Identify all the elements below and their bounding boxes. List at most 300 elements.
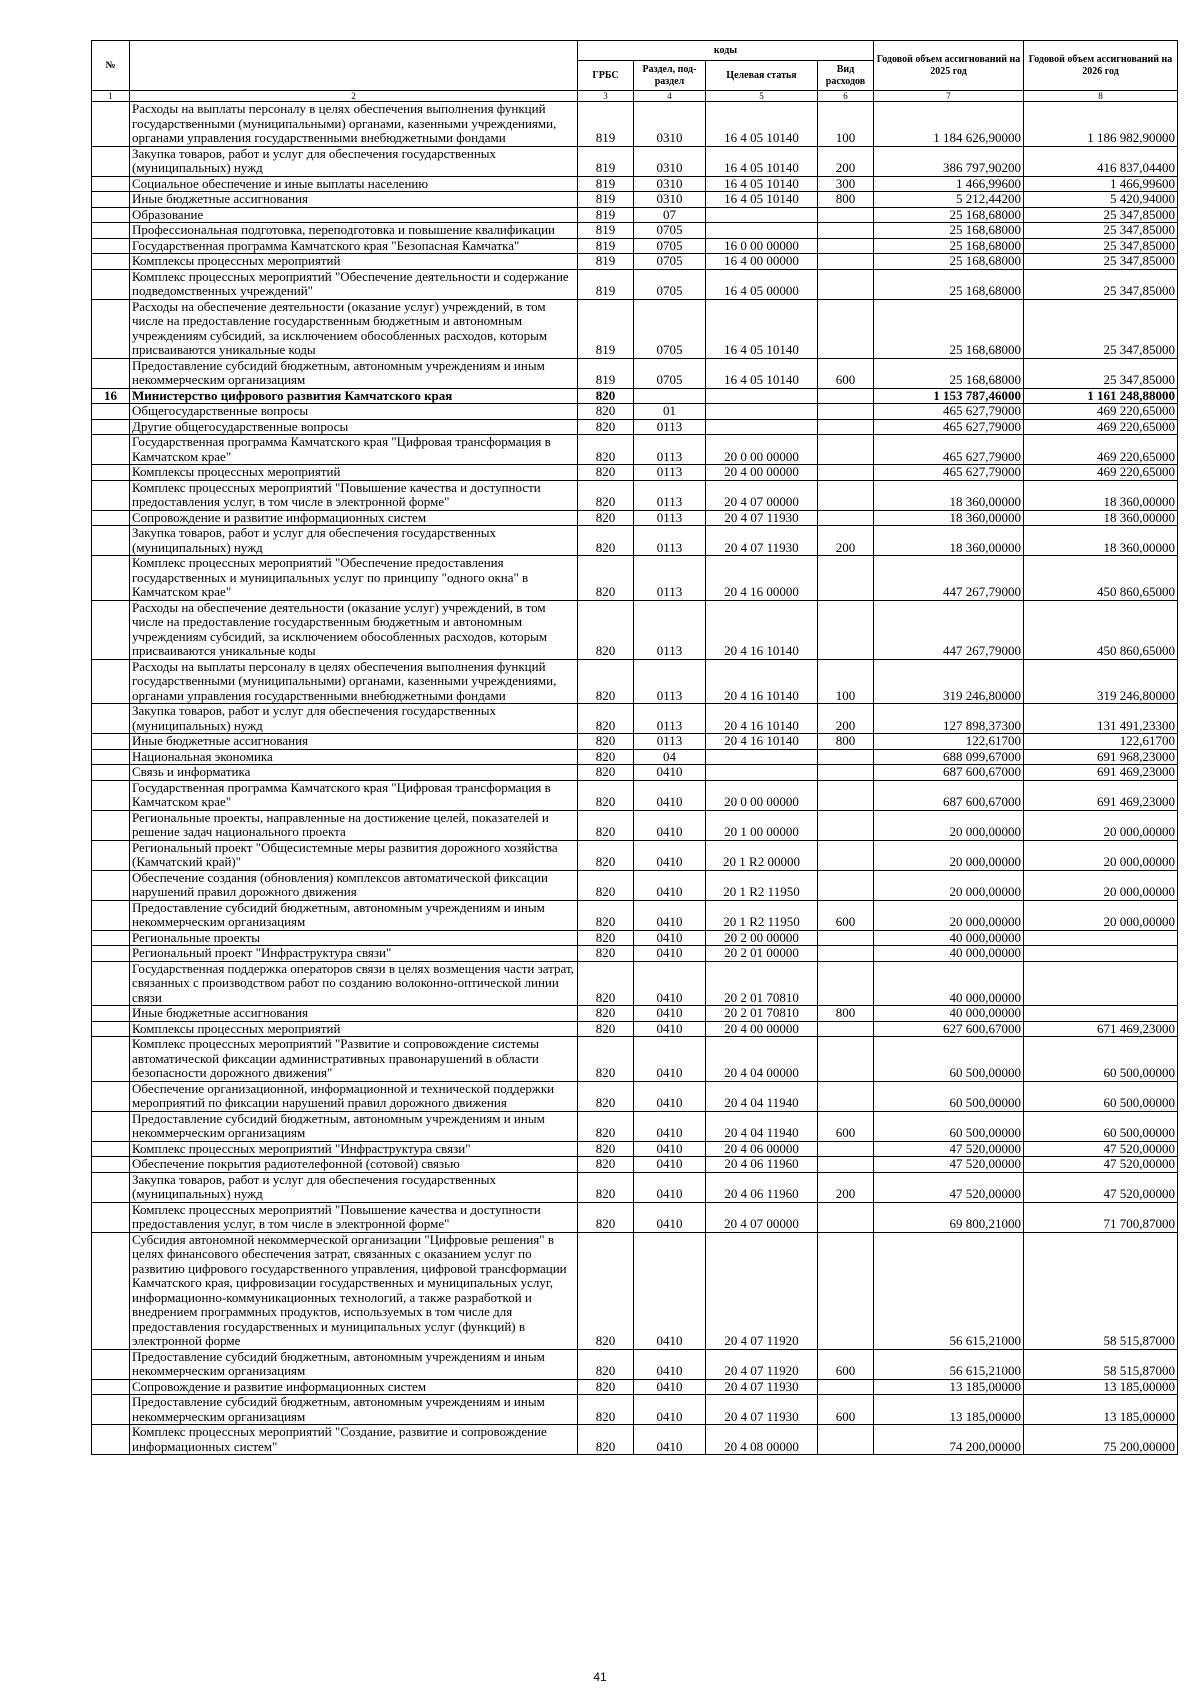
table-row <box>92 704 1178 734</box>
row-amount-2025: 56 615,21000 <box>874 1232 1024 1349</box>
row-grbs: 820 <box>578 1395 634 1425</box>
row-amount-2025: 25 168,68000 <box>874 223 1024 239</box>
row-number <box>92 1172 130 1202</box>
row-grbs: 820 <box>578 1037 634 1082</box>
row-amount-2026 <box>1024 946 1178 962</box>
row-number <box>92 1141 130 1157</box>
row-number <box>92 946 130 962</box>
row-expense-type <box>818 946 874 962</box>
row-name: Предоставление субсидий бюджетным, автономным учреждениям и иным некоммерческим организациям <box>130 1349 578 1379</box>
row-amount-2025: 5 212,44200 <box>874 192 1024 208</box>
row-number <box>92 146 130 176</box>
table-row <box>92 1037 1178 1082</box>
row-expense-type <box>818 1081 874 1111</box>
row-expense-type <box>818 207 874 223</box>
colnum: 3 <box>578 91 634 102</box>
table-row <box>92 961 1178 1006</box>
table-row <box>92 102 1178 147</box>
row-amount-2025: 18 360,00000 <box>874 526 1024 556</box>
row-expense-type <box>818 749 874 765</box>
table-row <box>92 388 1178 404</box>
row-number <box>92 269 130 299</box>
row-section: 07 <box>634 207 706 223</box>
row-expense-type <box>818 930 874 946</box>
row-section: 0410 <box>634 780 706 810</box>
row-target-article: 20 4 00 00000 <box>706 465 818 481</box>
row-amount-2026: 469 220,65000 <box>1024 435 1178 465</box>
row-name: Региональный проект "Инфраструктура связи" <box>130 946 578 962</box>
row-target-article: 20 1 00 00000 <box>706 810 818 840</box>
row-expense-type <box>818 1157 874 1173</box>
row-name: Закупка товаров, работ и услуг для обеспечения государственных (муниципальных) нужд <box>130 704 578 734</box>
header-vol2026: Годовой объем ассигнований на 2026 год <box>1024 41 1178 91</box>
row-amount-2026: 671 469,23000 <box>1024 1021 1178 1037</box>
row-target-article: 20 4 16 10140 <box>706 704 818 734</box>
row-number <box>92 207 130 223</box>
table-row <box>92 146 1178 176</box>
row-name: Предоставление субсидий бюджетным, автономным учреждениям и иным некоммерческим организациям <box>130 900 578 930</box>
row-section: 0113 <box>634 556 706 601</box>
row-number <box>92 1006 130 1022</box>
row-number <box>92 1425 130 1455</box>
row-name: Предоставление субсидий бюджетным, автономным учреждениям и иным некоммерческим организациям <box>130 1111 578 1141</box>
row-section: 0113 <box>634 659 706 704</box>
row-amount-2026 <box>1024 930 1178 946</box>
row-amount-2025: 25 168,68000 <box>874 269 1024 299</box>
row-name: Субсидия автономной некоммерческой организации "Цифровые решения" в целях финансового обеспечения затрат, связанных с оказанием услуг по развитию цифрового государственного управления, цифровой трансформации Камчатского края, цифровизации государственных и муниципальных услуг, информационно-коммуникационных технологий, а также разработкой и внедрением программных продуктов, используемых в том числе для предоставления государственных и муниципальных услуг (функций) в электронной форме <box>130 1232 578 1349</box>
row-number <box>92 840 130 870</box>
row-expense-type: 600 <box>818 900 874 930</box>
row-number <box>92 961 130 1006</box>
row-number <box>92 299 130 358</box>
row-expense-type <box>818 404 874 420</box>
row-amount-2026: 58 515,87000 <box>1024 1349 1178 1379</box>
row-amount-2025: 20 000,00000 <box>874 870 1024 900</box>
row-target-article: 16 4 05 10140 <box>706 299 818 358</box>
row-number: 16 <box>92 388 130 404</box>
row-target-article: 20 4 07 11920 <box>706 1232 818 1349</box>
table-row <box>92 1172 1178 1202</box>
row-section: 01 <box>634 404 706 420</box>
row-grbs: 819 <box>578 192 634 208</box>
row-number <box>92 419 130 435</box>
row-section: 0705 <box>634 223 706 239</box>
row-expense-type <box>818 510 874 526</box>
row-expense-type <box>818 870 874 900</box>
row-expense-type <box>818 556 874 601</box>
row-amount-2026: 691 469,23000 <box>1024 780 1178 810</box>
row-name: Комплекс процессных мероприятий "Создание, развитие и сопровождение информационных систем" <box>130 1425 578 1455</box>
row-expense-type <box>818 1379 874 1395</box>
row-name: Закупка товаров, работ и услуг для обеспечения государственных (муниципальных) нужд <box>130 1172 578 1202</box>
row-name: Комплекс процессных мероприятий "Обеспечение предоставления государственных и муниципальных услуг по принципу "одного окна" в Камчатском крае" <box>130 556 578 601</box>
row-name: Расходы на обеспечение деятельности (оказание услуг) учреждений, в том числе на предоставление государственным бюджетным и автономным учреждениям субсидий, за исключением обособленных расходов, которым присваиваются уникальные коды <box>130 600 578 659</box>
row-target-article: 20 4 07 11930 <box>706 526 818 556</box>
row-expense-type <box>818 388 874 404</box>
row-grbs: 819 <box>578 176 634 192</box>
row-amount-2026: 20 000,00000 <box>1024 900 1178 930</box>
row-target-article <box>706 404 818 420</box>
row-amount-2026: 18 360,00000 <box>1024 526 1178 556</box>
row-amount-2026: 13 185,00000 <box>1024 1395 1178 1425</box>
row-section: 0410 <box>634 900 706 930</box>
row-name: Комплекс процессных мероприятий "Повышение качества и доступности предоставления услуг, в том числе в электронной форме" <box>130 480 578 510</box>
row-amount-2026: 1 161 248,88000 <box>1024 388 1178 404</box>
row-grbs: 820 <box>578 1021 634 1037</box>
row-name: Расходы на выплаты персоналу в целях обеспечения выполнения функций государственными (муниципальными) органами, казенными учреждениями, органами управления государственными внебюджетными фондами <box>130 102 578 147</box>
row-target-article: 20 4 16 10140 <box>706 659 818 704</box>
row-target-article: 20 4 08 00000 <box>706 1425 818 1455</box>
row-target-article: 20 4 07 11930 <box>706 1395 818 1425</box>
row-amount-2025: 25 168,68000 <box>874 254 1024 270</box>
row-grbs: 820 <box>578 961 634 1006</box>
row-number <box>92 176 130 192</box>
table-row <box>92 207 1178 223</box>
table-row <box>92 556 1178 601</box>
row-grbs: 820 <box>578 1141 634 1157</box>
row-amount-2025: 447 267,79000 <box>874 556 1024 601</box>
row-section: 0705 <box>634 238 706 254</box>
row-number <box>92 1037 130 1082</box>
row-amount-2025: 47 520,00000 <box>874 1157 1024 1173</box>
row-target-article: 20 4 06 11960 <box>706 1157 818 1173</box>
row-target-article: 20 2 01 70810 <box>706 1006 818 1022</box>
header-no: № <box>92 41 130 91</box>
row-amount-2025: 18 360,00000 <box>874 510 1024 526</box>
row-name: Государственная программа Камчатского края "Безопасная Камчатка" <box>130 238 578 254</box>
table-row <box>92 269 1178 299</box>
row-amount-2026: 1 466,99600 <box>1024 176 1178 192</box>
row-grbs: 820 <box>578 465 634 481</box>
row-target-article: 16 4 05 00000 <box>706 269 818 299</box>
row-amount-2025: 60 500,00000 <box>874 1111 1024 1141</box>
row-amount-2025: 47 520,00000 <box>874 1141 1024 1157</box>
row-section: 0410 <box>634 1232 706 1349</box>
row-grbs: 820 <box>578 1349 634 1379</box>
row-section: 0705 <box>634 299 706 358</box>
row-target-article: 20 0 00 00000 <box>706 780 818 810</box>
row-expense-type <box>818 765 874 781</box>
table-row <box>92 930 1178 946</box>
row-grbs: 819 <box>578 269 634 299</box>
row-expense-type: 200 <box>818 526 874 556</box>
row-expense-type <box>818 1021 874 1037</box>
row-amount-2025: 40 000,00000 <box>874 930 1024 946</box>
row-expense-type <box>818 961 874 1006</box>
table-row <box>92 810 1178 840</box>
colnum: 1 <box>92 91 130 102</box>
header-exp-type: Вид расходов <box>818 61 874 91</box>
row-grbs: 819 <box>578 223 634 239</box>
row-grbs: 820 <box>578 435 634 465</box>
row-amount-2026: 691 968,23000 <box>1024 749 1178 765</box>
row-section: 0410 <box>634 765 706 781</box>
row-expense-type <box>818 480 874 510</box>
row-name: Образование <box>130 207 578 223</box>
row-expense-type: 100 <box>818 659 874 704</box>
table-row <box>92 1141 1178 1157</box>
table-row <box>92 840 1178 870</box>
row-amount-2026: 131 491,23300 <box>1024 704 1178 734</box>
row-section: 0410 <box>634 1395 706 1425</box>
row-amount-2026: 450 860,65000 <box>1024 600 1178 659</box>
row-number <box>92 1379 130 1395</box>
row-amount-2025: 69 800,21000 <box>874 1202 1024 1232</box>
row-expense-type: 200 <box>818 146 874 176</box>
row-expense-type <box>818 1141 874 1157</box>
row-expense-type <box>818 223 874 239</box>
row-grbs: 820 <box>578 1157 634 1173</box>
row-amount-2026: 25 347,85000 <box>1024 207 1178 223</box>
row-amount-2025: 74 200,00000 <box>874 1425 1024 1455</box>
row-target-article: 20 4 04 00000 <box>706 1037 818 1082</box>
row-amount-2026: 25 347,85000 <box>1024 238 1178 254</box>
row-target-article: 16 4 05 10140 <box>706 176 818 192</box>
row-section: 0410 <box>634 1081 706 1111</box>
row-grbs: 820 <box>578 1202 634 1232</box>
row-section: 0410 <box>634 1172 706 1202</box>
row-name: Комплексы процессных мероприятий <box>130 465 578 481</box>
table-row <box>92 870 1178 900</box>
row-grbs: 819 <box>578 254 634 270</box>
row-number <box>92 526 130 556</box>
row-target-article: 20 4 06 11960 <box>706 1172 818 1202</box>
row-grbs: 819 <box>578 146 634 176</box>
row-number <box>92 1081 130 1111</box>
row-amount-2025: 465 627,79000 <box>874 404 1024 420</box>
row-number <box>92 870 130 900</box>
row-amount-2025: 20 000,00000 <box>874 840 1024 870</box>
row-name: Профессиональная подготовка, переподготовка и повышение квалификации <box>130 223 578 239</box>
row-grbs: 820 <box>578 1172 634 1202</box>
row-name: Государственная поддержка операторов связи в целях возмещения части затрат, связанных с производством работ по созданию волоконно-оптической линии связи <box>130 961 578 1006</box>
row-section: 0410 <box>634 1157 706 1173</box>
table-row <box>92 404 1178 420</box>
table-row <box>92 192 1178 208</box>
row-number <box>92 1157 130 1173</box>
row-grbs: 819 <box>578 102 634 147</box>
row-amount-2025: 1 466,99600 <box>874 176 1024 192</box>
row-name: Сопровождение и развитие информационных систем <box>130 1379 578 1395</box>
row-target-article: 20 1 R2 00000 <box>706 840 818 870</box>
row-name: Комплекс процессных мероприятий "Обеспечение деятельности и содержание подведомственных учреждений" <box>130 269 578 299</box>
colnum: 8 <box>1024 91 1178 102</box>
row-name: Комплексы процессных мероприятий <box>130 1021 578 1037</box>
row-number <box>92 1111 130 1141</box>
row-section: 0410 <box>634 946 706 962</box>
row-section: 0410 <box>634 1349 706 1379</box>
row-name: Предоставление субсидий бюджетным, автономным учреждениям и иным некоммерческим организациям <box>130 1395 578 1425</box>
row-grbs: 820 <box>578 510 634 526</box>
row-number <box>92 254 130 270</box>
row-amount-2026: 25 347,85000 <box>1024 269 1178 299</box>
row-amount-2026: 47 520,00000 <box>1024 1157 1178 1173</box>
row-expense-type: 600 <box>818 1349 874 1379</box>
row-number <box>92 404 130 420</box>
row-amount-2026: 71 700,87000 <box>1024 1202 1178 1232</box>
row-amount-2026 <box>1024 961 1178 1006</box>
row-amount-2025: 627 600,67000 <box>874 1021 1024 1037</box>
row-amount-2025: 13 185,00000 <box>874 1379 1024 1395</box>
row-amount-2026: 450 860,65000 <box>1024 556 1178 601</box>
row-amount-2026: 469 220,65000 <box>1024 465 1178 481</box>
column-numbers-row <box>92 91 1178 102</box>
row-name: Иные бюджетные ассигнования <box>130 192 578 208</box>
row-amount-2025: 1 184 626,90000 <box>874 102 1024 147</box>
row-name: Закупка товаров, работ и услуг для обеспечения государственных (муниципальных) нужд <box>130 146 578 176</box>
row-expense-type <box>818 1037 874 1082</box>
row-expense-type: 200 <box>818 1172 874 1202</box>
row-amount-2026: 469 220,65000 <box>1024 404 1178 420</box>
colnum: 7 <box>874 91 1024 102</box>
row-amount-2025: 25 168,68000 <box>874 238 1024 254</box>
row-section: 0113 <box>634 704 706 734</box>
row-number <box>92 358 130 388</box>
row-name: Расходы на выплаты персоналу в целях обеспечения выполнения функций государственными (муниципальными) органами, казенными учреждениями, органами управления государственными внебюджетными фондами <box>130 659 578 704</box>
row-amount-2026: 20 000,00000 <box>1024 870 1178 900</box>
row-target-article <box>706 749 818 765</box>
table-row <box>92 1349 1178 1379</box>
header-target: Целевая статья <box>706 61 818 91</box>
row-amount-2026: 25 347,85000 <box>1024 223 1178 239</box>
row-amount-2026: 60 500,00000 <box>1024 1111 1178 1141</box>
row-expense-type: 800 <box>818 192 874 208</box>
row-name: Национальная экономика <box>130 749 578 765</box>
table-body <box>92 102 1178 1455</box>
row-expense-type: 300 <box>818 176 874 192</box>
row-amount-2026: 691 469,23000 <box>1024 765 1178 781</box>
row-name: Комплекс процессных мероприятий "Повышение качества и доступности предоставления услуг, в том числе в электронной форме" <box>130 1202 578 1232</box>
row-grbs: 819 <box>578 299 634 358</box>
row-amount-2026: 60 500,00000 <box>1024 1081 1178 1111</box>
row-amount-2025: 447 267,79000 <box>874 600 1024 659</box>
header-section: Раздел, под-раздел <box>634 61 706 91</box>
row-name: Расходы на обеспечение деятельности (оказание услуг) учреждений, в том числе на предоставление государственным бюджетным и автономным учреждениям субсидий, за исключением обособленных расходов, которым присваиваются уникальные коды <box>130 299 578 358</box>
row-amount-2025: 40 000,00000 <box>874 1006 1024 1022</box>
row-number <box>92 435 130 465</box>
row-grbs: 820 <box>578 659 634 704</box>
row-amount-2026: 47 520,00000 <box>1024 1141 1178 1157</box>
row-expense-type <box>818 419 874 435</box>
table-row <box>92 900 1178 930</box>
row-expense-type <box>818 780 874 810</box>
row-name: Региональные проекты, направленные на достижение целей, показателей и решение задач национального проекта <box>130 810 578 840</box>
row-amount-2025: 465 627,79000 <box>874 419 1024 435</box>
row-grbs: 820 <box>578 419 634 435</box>
row-number <box>92 900 130 930</box>
row-section: 0113 <box>634 510 706 526</box>
row-grbs: 820 <box>578 480 634 510</box>
row-number <box>92 749 130 765</box>
row-amount-2025: 60 500,00000 <box>874 1037 1024 1082</box>
row-number <box>92 1021 130 1037</box>
row-amount-2025: 25 168,68000 <box>874 299 1024 358</box>
table-row <box>92 465 1178 481</box>
table-row <box>92 1395 1178 1425</box>
row-name: Государственная программа Камчатского края "Цифровая трансформация в Камчатском крае" <box>130 780 578 810</box>
row-target-article: 16 0 00 00000 <box>706 238 818 254</box>
table-row <box>92 1021 1178 1037</box>
row-amount-2026: 25 347,85000 <box>1024 358 1178 388</box>
table-row <box>92 1379 1178 1395</box>
row-amount-2026: 1 186 982,90000 <box>1024 102 1178 147</box>
table-row <box>92 1006 1178 1022</box>
row-number <box>92 765 130 781</box>
table-row <box>92 1081 1178 1111</box>
row-target-article: 16 4 05 10140 <box>706 358 818 388</box>
table-row <box>92 1232 1178 1349</box>
table-row <box>92 749 1178 765</box>
row-target-article <box>706 388 818 404</box>
row-amount-2025: 20 000,00000 <box>874 900 1024 930</box>
table-row <box>92 358 1178 388</box>
row-section: 0410 <box>634 1379 706 1395</box>
row-expense-type <box>818 238 874 254</box>
row-section: 0705 <box>634 269 706 299</box>
table-row <box>92 480 1178 510</box>
row-grbs: 820 <box>578 1081 634 1111</box>
row-expense-type <box>818 299 874 358</box>
table-row <box>92 1157 1178 1173</box>
row-number <box>92 238 130 254</box>
table-row <box>92 510 1178 526</box>
row-amount-2025: 688 099,67000 <box>874 749 1024 765</box>
row-amount-2025: 127 898,37300 <box>874 704 1024 734</box>
row-amount-2025: 687 600,67000 <box>874 765 1024 781</box>
row-name: Общегосударственные вопросы <box>130 404 578 420</box>
row-section: 04 <box>634 749 706 765</box>
row-amount-2026: 122,61700 <box>1024 734 1178 750</box>
row-grbs: 820 <box>578 1111 634 1141</box>
row-target-article: 20 4 16 00000 <box>706 556 818 601</box>
row-expense-type <box>818 600 874 659</box>
table-row <box>92 435 1178 465</box>
row-grbs: 820 <box>578 870 634 900</box>
row-number <box>92 510 130 526</box>
colnum: 4 <box>634 91 706 102</box>
row-amount-2025: 465 627,79000 <box>874 465 1024 481</box>
table-row <box>92 1111 1178 1141</box>
row-grbs: 820 <box>578 840 634 870</box>
row-section: 0410 <box>634 961 706 1006</box>
row-target-article: 20 4 07 11930 <box>706 1379 818 1395</box>
row-expense-type: 600 <box>818 1395 874 1425</box>
row-target-article: 16 4 00 00000 <box>706 254 818 270</box>
row-grbs: 820 <box>578 404 634 420</box>
row-section: 0113 <box>634 480 706 510</box>
row-amount-2026: 25 347,85000 <box>1024 254 1178 270</box>
header-codes: коды <box>578 41 874 61</box>
row-number <box>92 192 130 208</box>
row-section: 0113 <box>634 734 706 750</box>
row-section <box>634 388 706 404</box>
row-expense-type <box>818 254 874 270</box>
row-number <box>92 1395 130 1425</box>
row-section: 0410 <box>634 810 706 840</box>
row-name: Региональные проекты <box>130 930 578 946</box>
row-grbs: 820 <box>578 780 634 810</box>
table-row <box>92 734 1178 750</box>
header-vol2025: Годовой объем ассигнований на 2025 год <box>874 41 1024 91</box>
row-amount-2025: 40 000,00000 <box>874 961 1024 1006</box>
row-target-article: 20 4 04 11940 <box>706 1081 818 1111</box>
row-amount-2025: 386 797,90200 <box>874 146 1024 176</box>
row-amount-2025: 40 000,00000 <box>874 946 1024 962</box>
table-row <box>92 223 1178 239</box>
row-number <box>92 810 130 840</box>
row-amount-2026: 20 000,00000 <box>1024 810 1178 840</box>
row-grbs: 820 <box>578 765 634 781</box>
